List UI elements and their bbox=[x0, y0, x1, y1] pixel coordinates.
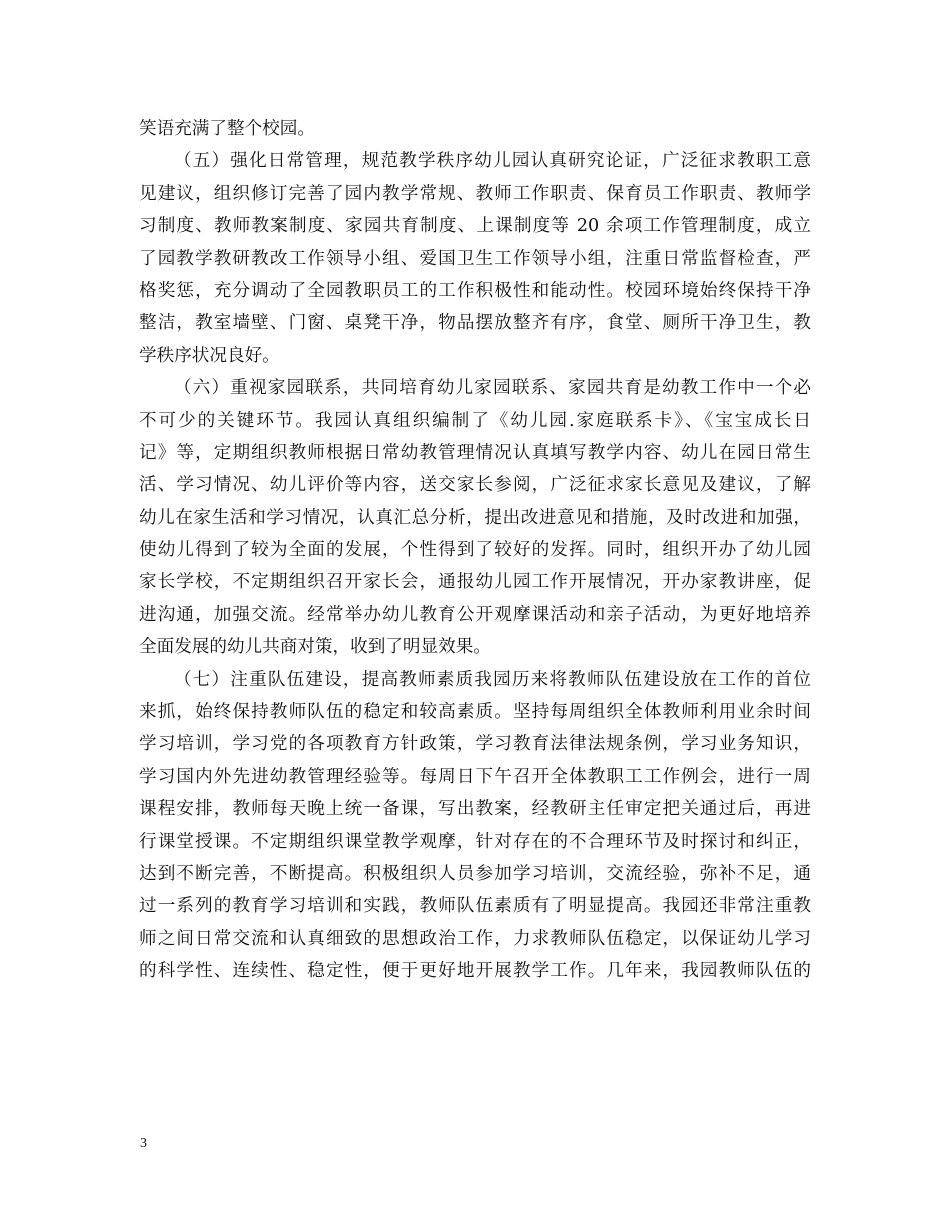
text-line: 不可少的关键环节。我园认真组织编制了《幼儿园.家庭联系卡》、《宝宝成长日 bbox=[139, 410, 811, 431]
page-number: 3 bbox=[140, 1136, 147, 1151]
text-line: 习制度、教师教案制度、家园共育制度、上课制度等 20 余项工作管理制度，成立 bbox=[139, 216, 811, 237]
text-line: 格奖惩，充分调动了全园教职员工的工作积极性和能动性。校园环境始终保持干净 bbox=[139, 280, 811, 301]
text-line: 达到不断完善，不断提高。积极组织人员参加学习培训，交流经验，弥补不足，通 bbox=[139, 863, 811, 884]
text-line: 记》等，定期组织教师根据日常幼教管理情况认真填写教学内容、幼儿在园日常生 bbox=[139, 442, 811, 463]
text-line: 活、学习情况、幼儿评价等内容，送交家长参阅，广泛征求家长意见及建议，了解 bbox=[139, 475, 811, 496]
paragraph-heading-line: （五）强化日常管理，规范教学秩序幼儿园认真研究论证，广泛征求教职工意 bbox=[174, 151, 811, 172]
text-line: 学习培训，学习党的各项教育方针政策，学习教育法律法规条例，学习业务知识， bbox=[139, 734, 811, 755]
paragraph-heading-line: （六）重视家园联系，共同培育幼儿家园联系、家园共育是幼教工作中一个必 bbox=[174, 378, 811, 399]
text-line: 了园教学教研教改工作领导小组、爱国卫生工作领导小组，注重日常监督检查，严 bbox=[139, 248, 811, 269]
text-line: 见建议，组织修订完善了园内教学常规、教师工作职责、保育员工作职责、教师学 bbox=[139, 183, 811, 204]
text-line: 学习国内外先进幼教管理经验等。每周日下午召开全体教职工工作例会，进行一周 bbox=[139, 766, 811, 787]
paragraph-heading-line: （七）注重队伍建设，提高教师素质我园历来将教师队伍建设放在工作的首位 bbox=[174, 669, 811, 690]
text-line: 课程安排，教师每天晚上统一备课，写出教案，经教研主任审定把关通过后，再进 bbox=[139, 799, 811, 820]
text-line: 进沟通，加强交流。经常举办幼儿教育公开观摩课活动和亲子活动，为更好地培养 bbox=[139, 604, 811, 625]
text-line: 笑语充满了整个校园。 bbox=[139, 119, 315, 139]
text-line: 师之间日常交流和认真细致的思想政治工作，力求教师队伍稳定，以保证幼儿学习 bbox=[139, 928, 811, 949]
text-line: 全面发展的幼儿共商对策，收到了明显效果。 bbox=[139, 637, 491, 658]
text-line: 行课堂授课。不定期组织课堂教学观摩，针对存在的不合理环节及时探讨和纠正， bbox=[139, 831, 811, 852]
text-line: 来抓，始终保持教师队伍的稳定和较高素质。坚持每周组织全体教师利用业余时间 bbox=[139, 702, 811, 723]
text-line: 幼儿在家生活和学习情况，认真汇总分析，提出改进意见和措施，及时改进和加强， bbox=[139, 507, 811, 528]
body-text bbox=[139, 113, 811, 988]
text-line: 学秩序状况良好。 bbox=[139, 345, 280, 366]
text-line: 整洁，教室墙壁、门窗、桌凳干净，物品摆放整齐有序，食堂、厕所干净卫生，教 bbox=[139, 313, 811, 334]
text-line: 使幼儿得到了较为全面的发展，个性得到了较好的发挥。同时，组织开办了幼儿园 bbox=[139, 540, 811, 561]
text-line: 的科学性、连续性、稳定性，便于更好地开展教学工作。几年来，我园教师队伍的 bbox=[139, 961, 811, 982]
text-line: 过一系列的教育学习培训和实践，教师队伍素质有了明显提高。我园还非常注重教 bbox=[139, 896, 811, 917]
text-line: 家长学校，不定期组织召开家长会，通报幼儿园工作开展情况，开办家教讲座，促 bbox=[139, 572, 811, 593]
